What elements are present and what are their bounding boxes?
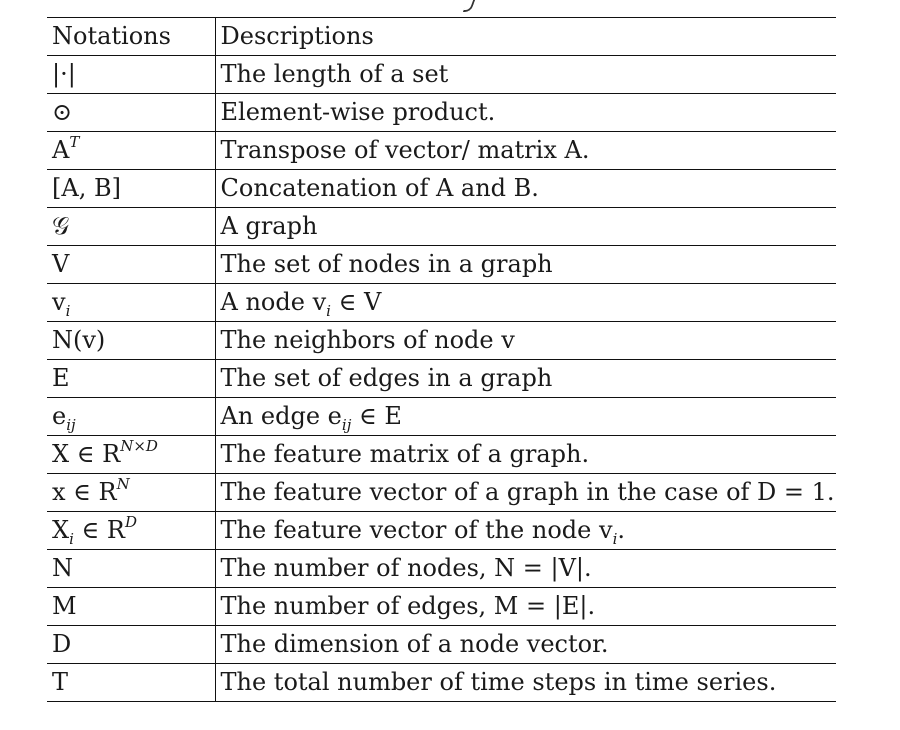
notation-cell: $e_{ij}$ <box>47 398 215 436</box>
notation-cell: ⊙ <box>47 94 215 132</box>
table-row <box>47 474 836 512</box>
notation-cell: N <box>47 550 215 588</box>
table-row <box>47 284 836 322</box>
table-row <box>47 170 836 208</box>
notation-cell: $X_i$ ∈ $R^D$ <box>47 512 215 550</box>
table-row <box>47 550 836 588</box>
description-cell: The dimension of a node vector. <box>215 626 836 664</box>
notation-cell: D <box>47 626 215 664</box>
description-cell: The number of nodes, N = |V|. <box>215 550 836 588</box>
description-cell: Element-wise product. <box>215 94 836 132</box>
description-cell: The total number of time steps in time series. <box>215 664 836 702</box>
notation-table <box>47 17 836 702</box>
notation-cell: |·| <box>47 56 215 94</box>
description-cell: The neighbors of node v <box>215 322 836 360</box>
table-row <box>47 436 836 474</box>
description-cell: The set of edges in a graph <box>215 360 836 398</box>
table-header-row <box>47 18 836 56</box>
table-row <box>47 664 836 702</box>
table-row <box>47 512 836 550</box>
notation-cell: V <box>47 246 215 284</box>
description-cell: Transpose of vector/ matrix A. <box>215 132 836 170</box>
notation-cell: X ∈ $R^{N\times D}$ <box>47 436 215 474</box>
description-cell: A graph <box>215 208 836 246</box>
table-body <box>47 56 836 702</box>
notation-cell: $A^T$ <box>47 132 215 170</box>
description-cell: The feature vector of a graph in the case of D = 1. <box>215 474 836 512</box>
table-row <box>47 132 836 170</box>
description-cell: The set of nodes in a graph <box>215 246 836 284</box>
table-row <box>47 208 836 246</box>
notation-cell: T <box>47 664 215 702</box>
table-row <box>47 626 836 664</box>
table-row <box>47 588 836 626</box>
description-cell: The feature vector of the node $v_i$. <box>215 512 836 550</box>
description-cell: The length of a set <box>215 56 836 94</box>
stray-mark-icon <box>463 0 475 12</box>
description-cell: The number of edges, M = |E|. <box>215 588 836 626</box>
notation-cell: N(v) <box>47 322 215 360</box>
notation-cell: x ∈ $R^N$ <box>47 474 215 512</box>
description-cell: Concatenation of A and B. <box>215 170 836 208</box>
description-cell: An edge $e_{ij}$ ∈ E <box>215 398 836 436</box>
header-descriptions: Descriptions <box>215 18 836 56</box>
notation-cell: $v_i$ <box>47 284 215 322</box>
table-row <box>47 398 836 436</box>
table-row <box>47 94 836 132</box>
table-row <box>47 56 836 94</box>
table-row <box>47 360 836 398</box>
description-cell: A node $v_i$ ∈ V <box>215 284 836 322</box>
table-row <box>47 322 836 360</box>
notation-cell: [A, B] <box>47 170 215 208</box>
notation-cell: M <box>47 588 215 626</box>
table-row <box>47 246 836 284</box>
notation-cell: 𝒢 <box>47 208 215 246</box>
header-notations: Notations <box>47 18 215 56</box>
notation-cell: E <box>47 360 215 398</box>
description-cell: The feature matrix of a graph. <box>215 436 836 474</box>
